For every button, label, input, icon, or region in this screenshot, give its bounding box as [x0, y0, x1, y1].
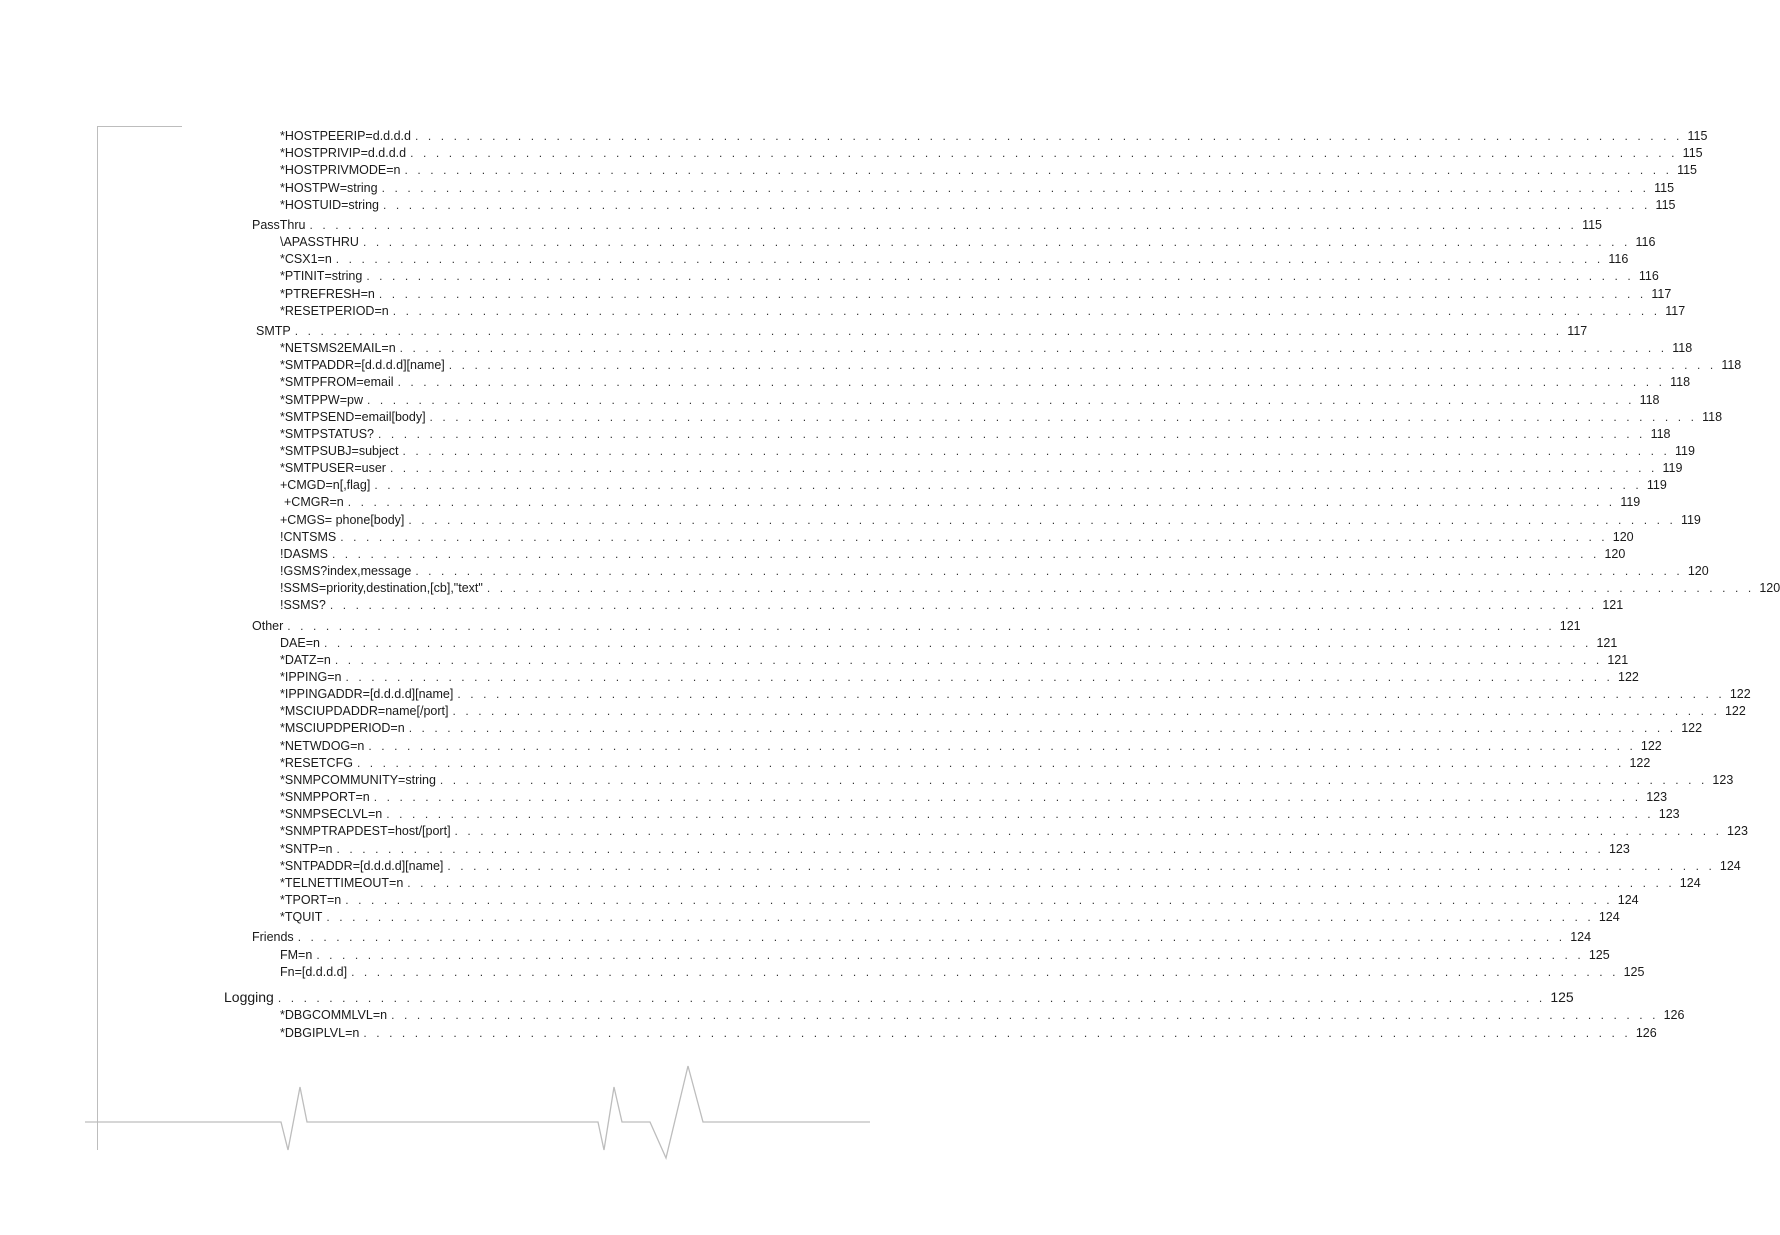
toc-dot-leader: . . . . . . . . . . . . . . . . . . . . . . . . . . . . . . . . . . . . . . . . . . . . . . . . . . . . . . . . . . . . . . . . . . . . . . . . . . . . . . . . . . . . . . . . . . . . . . . . . . .: [407, 876, 1675, 890]
toc-dot-leader: . . . . . . . . . . . . . . . . . . . . . . . . . . . . . . . . . . . . . . . . . . . . . . . . . . . . . . . . . . . . . . . . . . . . . . . . . . . . . . . . . . . . . . . . . . . . . . . . . . .: [381, 181, 1650, 195]
toc-entry-label: DAE=n: [280, 636, 320, 650]
toc-dot-leader: . . . . . . . . . . . . . . . . . . . . . . . . . . . . . . . . . . . . . . . . . . . . . . . . . . . . . . . . . . . . . . . . . . . . . . . . . . . . . . . . . . . . . . . . . . . . . . . . . . .: [448, 358, 1717, 372]
toc-entry[interactable]: [284, 494, 1641, 510]
toc-entry-label: *SNMPSECLVL=n: [280, 807, 383, 821]
toc-entry-label: !SSMS?: [280, 598, 326, 612]
toc-entry-page: 123: [1712, 773, 1734, 787]
toc-entry-label: *SMTPSUBJ=subject: [280, 444, 399, 458]
toc-entry[interactable]: [280, 234, 1656, 250]
toc-dot-leader: . . . . . . . . . . . . . . . . . . . . . . . . . . . . . . . . . . . . . . . . . . . . . . . . . . . . . . . . . . . . . . . . . . . . . . . . . . . . . . . . . . . . . . . . . . . . . . . . . . .: [345, 670, 1613, 684]
toc-entry[interactable]: [280, 772, 1734, 788]
toc-dot-leader: . . . . . . . . . . . . . . . . . . . . . . . . . . . . . . . . . . . . . . . . . . . . . . . . . . . . . . . . . . . . . . . . . . . . . . . . . . . . . . . . . . . . . . . . . . . . . . . . . . .: [326, 910, 1594, 924]
toc-entry-page: 122: [1681, 721, 1703, 735]
toc-entry-label: \APASSTHRU: [280, 235, 359, 249]
toc-entry-page: 119: [1675, 444, 1695, 458]
toc-dot-leader: . . . . . . . . . . . . . . . . . . . . . . . . . . . . . . . . . . . . . . . . . . . . . . . . . . . . . . . . . . . . . . . . . . . . . . . . . . . . . . . . . . . . . . . . . . . . . . . . . . .: [356, 756, 1625, 770]
toc-entry-label: Logging: [224, 989, 274, 1005]
toc-entry-label: Other: [252, 619, 284, 633]
toc-dot-leader: . . . . . . . . . . . . . . . . . . . . . . . . . . . . . . . . . . . . . . . . . . . . . . . . . . . . . . . . . . . . . . . . . . . . . . . . . . . . . . . . . . . . . . . . . . . . . . . . . . .: [391, 1008, 1659, 1022]
toc-entry-page: 118: [1702, 410, 1723, 424]
toc-entry[interactable]: [280, 720, 1703, 736]
toc-dot-leader: . . . . . . . . . . . . . . . . . . . . . . . . . . . . . . . . . . . . . . . . . . . . . . . . . . . . . . . . . . . . . . . . . . . . . . . . . . . . . . . . . . . . . . . . . . . . . . . . . . .: [329, 598, 1598, 612]
toc-dot-leader: . . . . . . . . . . . . . . . . . . . . . . . . . . . . . . . . . . . . . . . . . . . . . . . . . . . . . . . . . . . . . . . . . . . . . . . . . . . . . . . . . . . . . . . . . . . . . . . . . . .: [335, 252, 1604, 266]
toc-entry-page: 119: [1646, 478, 1667, 492]
toc-entry-label: +CMGR=n: [284, 495, 344, 509]
toc-dot-leader: . . . . . . . . . . . . . . . . . . . . . . . . . . . . . . . . . . . . . . . . . . . . . . . . . . . . . . . . . . . . . . . . . . . . . . . . . . . . . . . . . . . . . . . . . . . . . . . . . . .: [486, 581, 1755, 595]
toc-dot-leader: . . . . . . . . . . . . . . . . . . . . . . . . . . . . . . . . . . . . . . . . . . . . . . . . . . . . . . . . . . . . . . . . . . . . . . . . . . . . . . . . . . . . . . . . . . . . . . . . . . .: [297, 930, 1566, 944]
toc-entry-page: 123: [1646, 790, 1668, 804]
toc-dot-leader: . . . . . . . . . . . . . . . . . . . . . . . . . . . . . . . . . . . . . . . . . . . . . . . . . . . . . . . . . . . . . . . . . . . . . . . . . . . . . . . . . . . . . . . . . . . . . . . . . . .: [404, 163, 1673, 177]
toc-entry-label: *IPPING=n: [280, 670, 342, 684]
toc-entry[interactable]: [280, 197, 1676, 213]
toc-entry-page: 123: [1658, 807, 1680, 821]
toc-entry[interactable]: [280, 789, 1668, 805]
toc-entry-label: !DASMS: [280, 547, 328, 561]
toc-dot-leader: . . . . . . . . . . . . . . . . . . . . . . . . . . . . . . . . . . . . . . . . . . . . . . . . . . . . . . . . . . . . . . . . . . . . . . . . . . . . . . . . . . . . . . . . . . . . . . . . . . .: [399, 341, 1668, 355]
toc-entry-page: 119: [1662, 461, 1683, 475]
toc-entry-page: 121: [1559, 619, 1581, 633]
toc-entry[interactable]: [280, 652, 1629, 668]
toc-entry-page: 121: [1607, 653, 1629, 667]
toc-entry-page: 116: [1635, 235, 1656, 249]
toc-entry-page: 117: [1651, 287, 1672, 301]
toc-dot-leader: . . . . . . . . . . . . . . . . . . . . . . . . . . . . . . . . . . . . . . . . . . . . . . . . . . . . . . . . . . . . . . . . . . . . . . . . . . . . . . . . . . . . . . . . . . . . . . . . . . .: [366, 269, 1634, 283]
toc-entry[interactable]: [280, 477, 1667, 493]
toc-dot-leader: . . . . . . . . . . . . . . . . . . . . . . . . . . . . . . . . . . . . . . . . . . . . . . . . . . . . . . . . . . . . . . . . . . . . . . . . . . . . . . . . . . . . . . . . . . . . . . . . . . .: [309, 218, 1577, 232]
toc-entry-label: *SNMPTRAPDEST=host/[port]: [280, 824, 451, 838]
toc-entry[interactable]: [280, 1007, 1685, 1023]
toc-entry-page: 125: [1588, 948, 1610, 962]
toc-dot-leader: . . . . . . . . . . . . . . . . . . . . . . . . . . . . . . . . . . . . . . . . . . . . . . . . . . . . . . . . . . . . . . . . . . . . . . . . . . . . . . . . . . . . . . . . . . . . . . . . . . .: [382, 198, 1651, 212]
toc-entry-label: !CNTSMS: [280, 530, 337, 544]
toc-entry-page: 124: [1617, 893, 1639, 907]
toc-entry[interactable]: [280, 162, 1698, 178]
toc-dot-leader: . . . . . . . . . . . . . . . . . . . . . . . . . . . . . . . . . . . . . . . . . . . . . . . . . . . . . . . . . . . . . . . . . . . . . . . . . . . . . . . . . . . . . . . . . . . . . . . . . . .: [454, 824, 1723, 838]
toc-dot-leader: . . . . . . . . . . . . . . . . . . . . . . . . . . . . . . . . . . . . . . . . . . . . . . . . . . . . . . . . . . . . . . . . . . . . . . . . . . . . . . . . . . . . . . . . . . . . . . . . . . .: [415, 564, 1683, 578]
toc-entry-label: *DATZ=n: [280, 653, 331, 667]
toc-entry-page: 126: [1663, 1008, 1685, 1022]
toc-dot-leader: . . . . . . . . . . . . . . . . . . . . . . . . . . . . . . . . . . . . . . . . . . . . . . . . . . . . . . . . . . . . . . . . . . . . . . . . . . . . . . . . . . . . . . . . . . . . . . . . . . .: [374, 478, 1642, 492]
toc-entry-label: *SNTPADDR=[d.d.d.d][name]: [280, 859, 444, 873]
toc-entry[interactable]: [280, 580, 1780, 596]
toc-entry-label: *PTINIT=string: [280, 269, 363, 283]
toc-entry-page: 120: [1759, 581, 1780, 595]
toc-entry-page: 115: [1682, 146, 1703, 160]
toc-dot-leader: . . . . . . . . . . . . . . . . . . . . . . . . . . . . . . . . . . . . . . . . . . . . . . . . . . . . . . . . . . . . . . . . . . . . . . . . . . . . . . . . . . . . . . . . . . . . . . . . . . .: [287, 619, 1555, 633]
toc-entry-label: !GSMS?index,message: [280, 564, 412, 578]
toc-dot-leader: . . . . . . . . . . . . . . . . . . . . . . . . . . . . . . . . . . . . . . . . . . . . . . . . . . . . . . . . . . . . . . . . . . . . . . . . . . . . . . . . . . . . . . . . . . . . . . . . . . .: [392, 304, 1661, 318]
toc-dot-leader: . . . . . . . . . . . . . . . . . . . . . . . . . . . . . . . . . . . . . . . . . . . . . . . . . . . . . . . . . . . . . . . . . . . . . . . . . . . . . . . . . . . . . . . . . . . . . . . . . . .: [410, 146, 1678, 160]
toc-entry-label: *HOSTPW=string: [280, 181, 378, 195]
toc-entry-page: 125: [1550, 989, 1574, 1005]
toc-entry[interactable]: [280, 703, 1746, 719]
toc-entry[interactable]: [280, 546, 1626, 562]
toc-dot-leader: . . . . . . . . . . . . . . . . . . . . . . . . . . . . . . . . . . . . . . . . . . . . . . . . . . . . . . . . . . . . . . . . . . . . . . . . . . . . . . . . . . . . . . . . . . . . . . . . . . .: [362, 235, 1631, 249]
toc-entry-page: 122: [1729, 687, 1751, 701]
toc-section[interactable]: [252, 929, 1592, 945]
toc-dot-leader: . . . . . . . . . . . . . . . . . . . . . . . . . . . . . . . . . . . . . . . . . . . . . . . . . . . . . . . . . . . . . . . . . . . . . . . . . . . . . . . . . . . . . . . . . . . . . . . . . . .: [331, 547, 1600, 561]
toc-dot-leader: . . . . . . . . . . . . . . . . . . . . . . . . . . . . . . . . . . . . . . . . . . . . . . . . . . . . . . . . . . . . . . . . . . . . . . . . . . . . . . . . . . . . . . . . . . . . . . . . . . .: [386, 807, 1654, 821]
toc-entry-label: *SMTPUSER=user: [280, 461, 386, 475]
toc-section[interactable]: [256, 323, 1588, 339]
toc-entry[interactable]: [280, 964, 1645, 980]
toc-entry-label: SMTP: [256, 324, 291, 338]
toc-entry-page: 115: [1677, 163, 1698, 177]
toc-dot-leader: . . . . . . . . . . . . . . . . . . . . . . . . . . . . . . . . . . . . . . . . . . . . . . . . . . . . . . . . . . . . . . . . . . . . . . . . . . . . . . . . . . . . . . . . . . . . . . . . . . .: [334, 653, 1603, 667]
toc-dot-leader: . . . . . . . . . . . . . . . . . . . . . . . . . . . . . . . . . . . . . . . . . . . . . . . . . . . . . . . . . . . . . . . . . . . . . . . . . . . . . . . . . . . . . . . . . . . . . . . . . . .: [414, 129, 1683, 143]
toc-entry-page: 121: [1602, 598, 1624, 612]
toc-entry-label: +CMGD=n[,flag]: [280, 478, 371, 492]
toc-dot-leader: . . . . . . . . . . . . . . . . . . . . . . . . . . . . . . . . . . . . . . . . . . . . . . . . . . . . . . . . . . . . . . . . . . . . . . . . . . . . . . . . . . . . . . . . . . . . . . . . . . .: [363, 1026, 1631, 1040]
toc-entry[interactable]: [280, 947, 1610, 963]
toc-entry-label: PassThru: [252, 218, 306, 232]
toc-entry[interactable]: [280, 392, 1660, 408]
toc-dot-leader: . . . . . . . . . . . . . . . . . . . . . . . . . . . . . . . . . . . . . . . . . . . . . . . . . . . . . . . . . . . . . . . . . . . . . . . . . . . . . . . . . . . . . . . . . . . . . . . . . . .: [340, 530, 1608, 544]
toc-entry-label: *IPPINGADDR=[d.d.d.d][name]: [280, 687, 454, 701]
toc-entry-page: 125: [1623, 965, 1645, 979]
toc-entry-label: *DBGIPLVL=n: [280, 1026, 360, 1040]
toc-entry[interactable]: [280, 875, 1701, 891]
toc-dot-leader: . . . . . . . . . . . . . . . . . . . . . . . . . . . . . . . . . . . . . . . . . . . . . . . . . . . . . . . . . . . . . . . . . . . . . . . . . . . . . . . . . . . . . . . . . . . . . . . . . . .: [351, 965, 1619, 979]
toc-entry-label: *SMTPFROM=email: [280, 375, 394, 389]
toc-entry-label: !SSMS=priority,destination,[cb],"text": [280, 581, 483, 595]
toc-entry-label: Friends: [252, 930, 294, 944]
toc-entry-label: *TPORT=n: [280, 893, 342, 907]
toc-section[interactable]: [252, 618, 1581, 634]
toc-entry-page: 116: [1638, 269, 1659, 283]
toc-entry-label: *SMTPPW=pw: [280, 393, 364, 407]
toc-entry[interactable]: [280, 755, 1651, 771]
toc-entry-page: 119: [1680, 513, 1701, 527]
toc-entry-label: +CMGS= phone[body]: [280, 513, 405, 527]
toc-entry-label: *RESETCFG: [280, 756, 353, 770]
toc-entry-page: 123: [1727, 824, 1748, 838]
toc-entry-page: 117: [1567, 324, 1588, 338]
toc-dot-leader: . . . . . . . . . . . . . . . . . . . . . . . . . . . . . . . . . . . . . . . . . . . . . . . . . . . . . . . . . . . . . . . . . . . . . . . . . . . . . . . . . . . . . . . . . . . . . . . . . . .: [439, 773, 1708, 787]
toc-entry[interactable]: [280, 669, 1639, 685]
toc-entry-label: FM=n: [280, 948, 313, 962]
toc-entry[interactable]: [280, 909, 1620, 925]
toc-dot-leader: . . . . . . . . . . . . . . . . . . . . . . . . . . . . . . . . . . . . . . . . . . . . . . . . . . . . . . . . . . . . . . . . . . . . . . . . . . . . . . . . . . . . . . . . . . . . . . . . . . .: [408, 721, 1677, 735]
toc-entry-page: 115: [1655, 198, 1676, 212]
toc-entry[interactable]: [280, 443, 1695, 459]
toc-section[interactable]: [252, 217, 1602, 233]
toc-dot-leader: . . . . . . . . . . . . . . . . . . . . . . . . . . . . . . . . . . . . . . . . . . . . . . . . . . . . . . . . . . . . . . . . . . . . . . . . . . . . . . . . . . . . . . . . . . . . . . . . . . .: [347, 495, 1616, 509]
toc-entry[interactable]: [280, 529, 1634, 545]
toc-entry[interactable]: [280, 303, 1686, 319]
toc-entry-label: *TELNETTIMEOUT=n: [280, 876, 404, 890]
toc-entry-label: *NETWDOG=n: [280, 739, 365, 753]
toc-entry-label: *CSX1=n: [280, 252, 332, 266]
toc-entry-label: *SMTPADDR=[d.d.d.d][name]: [280, 358, 445, 372]
toc-dot-leader: . . . . . . . . . . . . . . . . . . . . . . . . . . . . . . . . . . . . . . . . . . . . . . . . . . . . . . . . . . . . . . . . . . . . . . . . . . . . . . . . . . . . . . . . . . . . . . . . . . .: [378, 287, 1647, 301]
toc-entry-page: 118: [1650, 427, 1671, 441]
toc-entry-label: *HOSTUID=string: [280, 198, 379, 212]
toc-entry[interactable]: [280, 892, 1639, 908]
toc-entry-page: 124: [1679, 876, 1701, 890]
toc-entry[interactable]: [280, 823, 1748, 839]
toc-entry-page: 126: [1635, 1026, 1657, 1040]
toc-entry-label: *MSCIUPDADDR=name[/port]: [280, 704, 449, 718]
toc-entry-page: 122: [1618, 670, 1639, 684]
toc-dot-leader: . . . . . . . . . . . . . . . . . . . . . . . . . . . . . . . . . . . . . . . . . . . . . . . . . . . . . . . . . . . . . . . . . . . . . . . . . . . . . . . . . . . . . . . . . . . . . . . . . . .: [447, 859, 1715, 873]
toc-entry-page: 122: [1640, 739, 1662, 753]
toc-entry[interactable]: [280, 128, 1708, 144]
toc-dot-leader: . . . . . . . . . . . . . . . . . . . . . . . . . . . . . . . . . . . . . . . . . . . . . . . . . . . . . . . . . . . . . . . . . . . . . . . . . . . . . . . . . . . . . . . . . . . . . . . . . . .: [277, 991, 1546, 1005]
toc-entry[interactable]: [280, 686, 1751, 702]
toc-entry[interactable]: [280, 563, 1709, 579]
toc-entry-label: *PTREFRESH=n: [280, 287, 375, 301]
toc-entry-page: 124: [1598, 910, 1620, 924]
toc-entry-label: *HOSTPRIVMODE=n: [280, 163, 401, 177]
toc-entry-label: *TQUIT: [280, 910, 323, 924]
toc-entry-page: 124: [1719, 859, 1741, 873]
toc-entry-page: 122: [1724, 704, 1746, 718]
toc-entry-page: 116: [1608, 252, 1629, 266]
toc-entry[interactable]: [280, 426, 1671, 442]
toc-entry-page: 118: [1639, 393, 1660, 407]
toc-dot-leader: . . . . . . . . . . . . . . . . . . . . . . . . . . . . . . . . . . . . . . . . . . . . . . . . . . . . . . . . . . . . . . . . . . . . . . . . . . . . . . . . . . . . . . . . . . . . . . . . . . .: [336, 842, 1604, 856]
toc-entry-page: 120: [1604, 547, 1626, 561]
toc-entry[interactable]: [280, 251, 1629, 267]
toc-entry-page: 115: [1582, 218, 1602, 232]
toc-entry-label: *SNTP=n: [280, 842, 333, 856]
toc-dot-leader: . . . . . . . . . . . . . . . . . . . . . . . . . . . . . . . . . . . . . . . . . . . . . . . . . . . . . . . . . . . . . . . . . . . . . . . . . . . . . . . . . . . . . . . . . . . . . . . . . . .: [367, 393, 1635, 407]
toc-dot-leader: . . . . . . . . . . . . . . . . . . . . . . . . . . . . . . . . . . . . . . . . . . . . . . . . . . . . . . . . . . . . . . . . . . . . . . . . . . . . . . . . . . . . . . . . . . . . . . . . . . .: [368, 739, 1636, 753]
toc-entry-label: *HOSTPRIVIP=d.d.d.d: [280, 146, 407, 160]
toc-entry[interactable]: [280, 340, 1693, 356]
toc-dot-leader: . . . . . . . . . . . . . . . . . . . . . . . . . . . . . . . . . . . . . . . . . . . . . . . . . . . . . . . . . . . . . . . . . . . . . . . . . . . . . . . . . . . . . . . . . . . . . . . . . . .: [373, 790, 1642, 804]
toc-entry-label: *NETSMS2EMAIL=n: [280, 341, 396, 355]
toc-entry[interactable]: [280, 738, 1662, 754]
toc-entry-label: *SMTPSEND=email[body]: [280, 410, 426, 424]
toc-entry[interactable]: [280, 597, 1624, 613]
toc-entry-page: 120: [1687, 564, 1709, 578]
toc-dot-leader: . . . . . . . . . . . . . . . . . . . . . . . . . . . . . . . . . . . . . . . . . . . . . . . . . . . . . . . . . . . . . . . . . . . . . . . . . . . . . . . . . . . . . . . . . . . . . . . . . . .: [378, 427, 1646, 441]
toc-dot-leader: . . . . . . . . . . . . . . . . . . . . . . . . . . . . . . . . . . . . . . . . . . . . . . . . . . . . . . . . . . . . . . . . . . . . . . . . . . . . . . . . . . . . . . . . . . . . . . . . . . .: [294, 324, 1563, 338]
toc-entry-page: 119: [1620, 495, 1641, 509]
toc-entry[interactable]: [280, 268, 1659, 284]
toc-entry-page: 118: [1721, 358, 1742, 372]
toc-entry-label: Fn=[d.d.d.d]: [280, 965, 348, 979]
toc-entry-page: 115: [1687, 129, 1708, 143]
toc-entry-page: 118: [1672, 341, 1693, 355]
toc-entry[interactable]: [280, 409, 1723, 425]
toc-entry-page: 121: [1596, 636, 1618, 650]
toc-dot-leader: . . . . . . . . . . . . . . . . . . . . . . . . . . . . . . . . . . . . . . . . . . . . . . . . . . . . . . . . . . . . . . . . . . . . . . . . . . . . . . . . . . . . . . . . . . . . . . . . . . .: [457, 687, 1725, 701]
toc-dot-leader: . . . . . . . . . . . . . . . . . . . . . . . . . . . . . . . . . . . . . . . . . . . . . . . . . . . . . . . . . . . . . . . . . . . . . . . . . . . . . . . . . . . . . . . . . . . . . . . . . . .: [429, 410, 1698, 424]
toc-entry[interactable]: [280, 286, 1672, 302]
toc-entry-page: 120: [1612, 530, 1634, 544]
toc-entry[interactable]: [280, 512, 1701, 528]
toc-entry-page: 118: [1670, 375, 1691, 389]
toc-dot-leader: . . . . . . . . . . . . . . . . . . . . . . . . . . . . . . . . . . . . . . . . . . . . . . . . . . . . . . . . . . . . . . . . . . . . . . . . . . . . . . . . . . . . . . . . . . . . . . . . . . .: [316, 948, 1584, 962]
toc-entry-page: 122: [1629, 756, 1651, 770]
toc-entry[interactable]: [280, 1025, 1657, 1041]
toc-entry-label: *SNMPCOMMUNITY=string: [280, 773, 436, 787]
toc-entry[interactable]: [280, 460, 1683, 476]
toc-dot-leader: . . . . . . . . . . . . . . . . . . . . . . . . . . . . . . . . . . . . . . . . . . . . . . . . . . . . . . . . . . . . . . . . . . . . . . . . . . . . . . . . . . . . . . . . . . . . . . . . . . .: [408, 513, 1676, 527]
toc-entry-label: *RESETPERIOD=n: [280, 304, 389, 318]
toc-entry[interactable]: [280, 635, 1618, 651]
toc-entry-label: *HOSTPEERIP=d.d.d.d: [280, 129, 411, 143]
toc-entry-label: *SNMPPORT=n: [280, 790, 370, 804]
toc-dot-leader: . . . . . . . . . . . . . . . . . . . . . . . . . . . . . . . . . . . . . . . . . . . . . . . . . . . . . . . . . . . . . . . . . . . . . . . . . . . . . . . . . . . . . . . . . . . . . . . . . . .: [452, 704, 1720, 718]
toc-entry-page: 124: [1570, 930, 1592, 944]
toc-dot-leader: . . . . . . . . . . . . . . . . . . . . . . . . . . . . . . . . . . . . . . . . . . . . . . . . . . . . . . . . . . . . . . . . . . . . . . . . . . . . . . . . . . . . . . . . . . . . . . . . . . .: [402, 444, 1670, 458]
toc-entry[interactable]: [280, 806, 1680, 822]
toc-dot-leader: . . . . . . . . . . . . . . . . . . . . . . . . . . . . . . . . . . . . . . . . . . . . . . . . . . . . . . . . . . . . . . . . . . . . . . . . . . . . . . . . . . . . . . . . . . . . . . . . . . .: [397, 375, 1666, 389]
toc-entry-label: *SMTPSTATUS?: [280, 427, 374, 441]
toc-dot-leader: . . . . . . . . . . . . . . . . . . . . . . . . . . . . . . . . . . . . . . . . . . . . . . . . . . . . . . . . . . . . . . . . . . . . . . . . . . . . . . . . . . . . . . . . . . . . . . . . . . .: [389, 461, 1658, 475]
toc-entry[interactable]: [280, 858, 1741, 874]
toc-entry[interactable]: [280, 145, 1703, 161]
toc-entry[interactable]: [280, 180, 1675, 196]
toc-entry[interactable]: [280, 841, 1630, 857]
toc-entry-page: 123: [1608, 842, 1630, 856]
toc-entry-label: *DBGCOMMLVL=n: [280, 1008, 388, 1022]
toc-entry-page: 115: [1654, 181, 1675, 195]
toc-entry-page: 117: [1665, 304, 1686, 318]
toc-entry-label: *MSCIUPDPERIOD=n: [280, 721, 405, 735]
toc-entry[interactable]: [280, 357, 1742, 373]
toc-dot-leader: . . . . . . . . . . . . . . . . . . . . . . . . . . . . . . . . . . . . . . . . . . . . . . . . . . . . . . . . . . . . . . . . . . . . . . . . . . . . . . . . . . . . . . . . . . . . . . . . . . .: [345, 893, 1613, 907]
toc-chapter[interactable]: [224, 989, 1574, 1006]
toc-dot-leader: . . . . . . . . . . . . . . . . . . . . . . . . . . . . . . . . . . . . . . . . . . . . . . . . . . . . . . . . . . . . . . . . . . . . . . . . . . . . . . . . . . . . . . . . . . . . . . . . . . .: [323, 636, 1592, 650]
toc-entry[interactable]: [280, 374, 1691, 390]
